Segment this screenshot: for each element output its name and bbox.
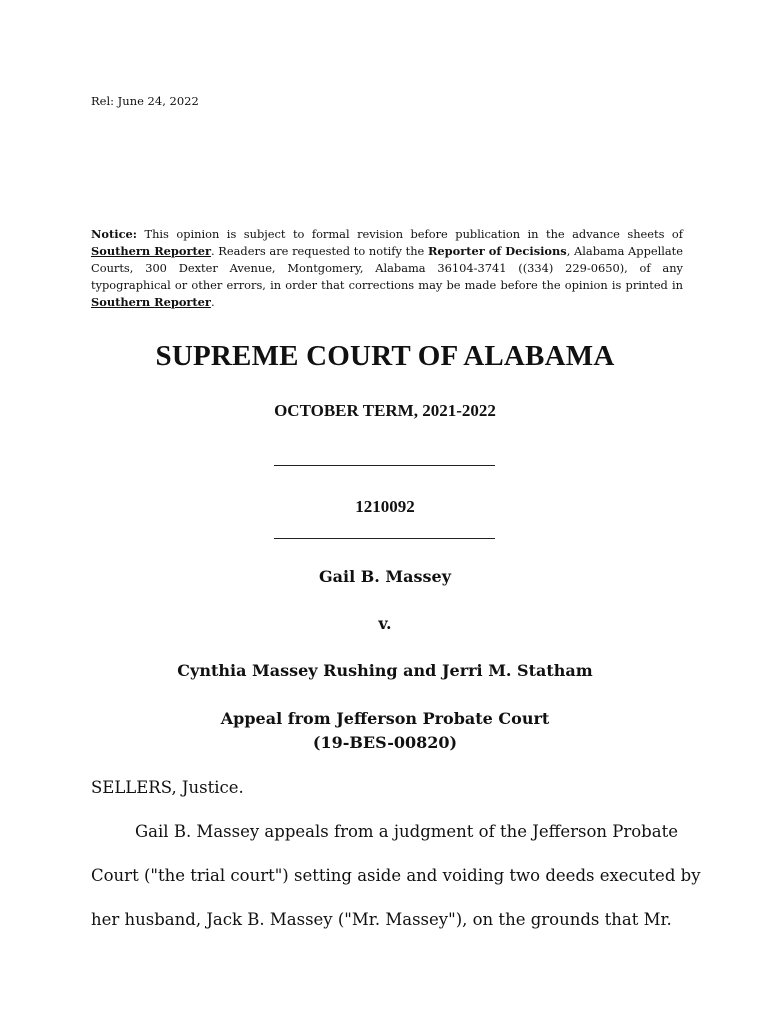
southern-reporter-ref-2: Southern Reporter	[91, 295, 211, 309]
court-term: OCTOBER TERM, 2021-2022	[274, 401, 496, 420]
opinion-line-1: Gail B. Massey appeals from a judgment of the Jefferson Probate	[135, 822, 678, 841]
appeal-from: Appeal from Jefferson Probate Court	[220, 709, 550, 728]
opinion-author: SELLERS, Justice.	[91, 778, 244, 797]
release-date: Rel: June 24, 2022	[91, 94, 199, 108]
notice-text-2: . Readers are requested to notify the	[211, 244, 428, 258]
notice-text-1: This opinion is subject to formal revision before publication in the advance sheets of	[137, 227, 683, 241]
southern-reporter-ref-1: Southern Reporter	[91, 244, 211, 258]
opinion-line-2: Court ("the trial court") setting aside and voiding two deeds executed by	[91, 866, 701, 885]
case-number: (19-BES-00820)	[312, 733, 458, 752]
docket-number: 1210092	[355, 497, 415, 516]
reporter-of-decisions: Reporter of Decisions	[427, 244, 567, 258]
opinion-line-3: her husband, Jack B. Massey ("Mr. Massey"), on the grounds that Mr.	[91, 910, 672, 929]
notice-text-3: , Alabama Appellate Courts, 300 Dexter Avenue, Montgomery, Alabama 36104-3741 ((334) 229-0650), of any typographical or other errors, in order that corrections may be made before the opinion is printed in	[91, 244, 683, 292]
appellees-names: Cynthia Massey Rushing and Jerri M. Statham	[177, 661, 593, 680]
appellant-name: Gail B. Massey	[319, 567, 451, 586]
versus-label: v.	[378, 614, 392, 633]
court-name: SUPREME COURT OF ALABAMA	[155, 340, 615, 372]
notice-label: Notice:	[91, 227, 137, 241]
notice-text-4: .	[210, 295, 215, 309]
divider-top	[274, 465, 495, 466]
divider-bottom	[274, 538, 495, 539]
notice-paragraph	[91, 226, 683, 311]
